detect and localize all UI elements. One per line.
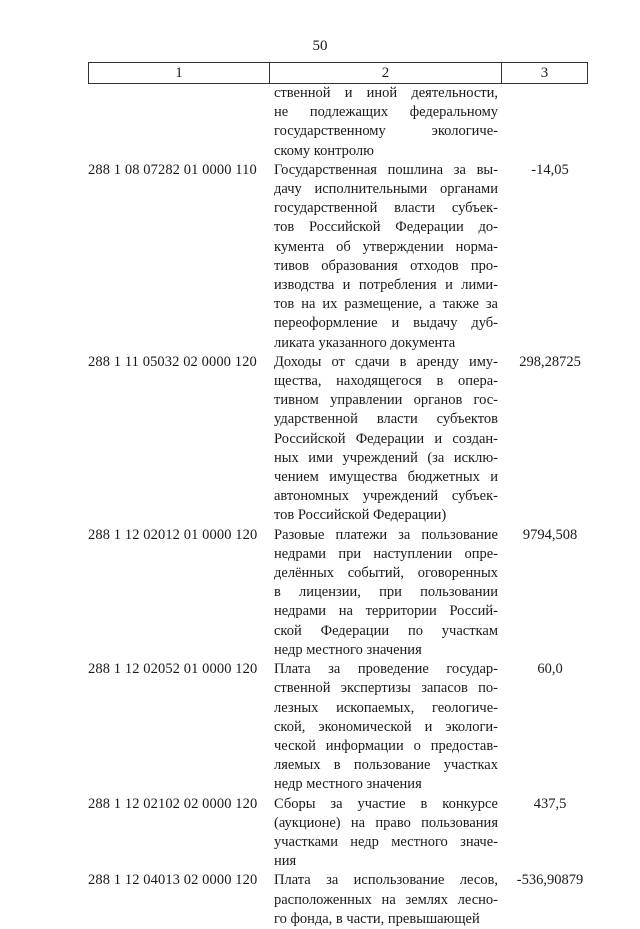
amount: 9794,508 — [522, 526, 578, 543]
header-column-3: 3 — [540, 65, 549, 81]
description-line: Разовые платежи за пользование — [274, 526, 498, 543]
description-line: участками недр местного значе- — [274, 833, 498, 850]
description-line: ской Федерации по участкам — [274, 622, 498, 639]
revenue-description — [274, 161, 498, 353]
description-line: (аукционе) на право пользования — [274, 814, 498, 831]
description-line: в лицензии, при пользовании — [274, 584, 498, 601]
description-line: недрами на территории Россий- — [274, 603, 498, 620]
revenue-description — [274, 795, 498, 872]
description-line: ственной и иной деятельности, — [274, 85, 498, 101]
description-line: ляемых в пользование участках — [274, 757, 498, 774]
description-line: тов Российской Федерации) — [274, 507, 447, 524]
table-body — [88, 84, 598, 929]
description-line: ударственной власти субъектов — [274, 411, 498, 428]
amount: -14,05 — [531, 161, 569, 178]
table-row — [88, 526, 598, 660]
description-line: щества, находящегося в опера- — [274, 373, 498, 390]
description-line: государственной власти субъек- — [274, 200, 498, 217]
description-line: автономных учреждений субъек- — [274, 488, 498, 505]
page-number: 50 — [312, 38, 328, 54]
amount: 298,28725 — [519, 353, 581, 370]
description-line: лезных ископаемых, геологиче- — [274, 699, 498, 716]
description-line: Плата за использование лесов, — [274, 872, 498, 889]
description-line: скому контролю — [274, 142, 374, 159]
description-line: тивном управлении органов гос- — [274, 392, 498, 409]
budget-code: 288 1 11 05032 02 0000 120 — [88, 353, 257, 370]
description-line: дачу исполнительными органами — [274, 181, 498, 198]
description-line: Плата за проведение государ- — [274, 661, 498, 678]
amount: -536,90879 — [516, 872, 584, 889]
description-line: Сборы за участие в конкурсе — [274, 795, 498, 812]
description-line: недр местного значения — [274, 776, 422, 793]
description-line: тивов образования отходов про- — [274, 257, 498, 274]
header-column-1: 1 — [89, 63, 270, 83]
description-line: Российской Федерации и создан- — [274, 430, 498, 447]
description-line: Доходы от сдачи в аренду иму- — [274, 353, 498, 370]
description-line: Государственная пошлина за вы- — [274, 161, 498, 178]
table-row — [88, 84, 598, 161]
description-line: государственному экологиче- — [274, 123, 498, 140]
description-line: кумента об утверждении норма- — [274, 238, 498, 255]
description-line: ния — [274, 853, 297, 870]
revenue-description — [274, 353, 498, 526]
description-line: переоформление и выдачу дуб- — [274, 315, 498, 332]
revenue-description — [274, 84, 498, 161]
description-line: тов на их размещение, а также за — [274, 296, 498, 313]
description-line: ческой информации о предостав- — [274, 737, 498, 754]
revenue-description — [274, 526, 498, 660]
description-line: ственной экспертизы запасов по- — [274, 680, 498, 697]
description-line: расположенных на землях лесно- — [274, 891, 498, 908]
description-line: недрами при наступлении опре- — [274, 545, 498, 562]
description-line: ликата указанного документа — [274, 334, 456, 351]
table-row — [88, 660, 598, 794]
table-row — [88, 871, 598, 929]
header-column-2: 2 — [270, 63, 502, 83]
description-line: тов Российской Федерации до- — [274, 219, 498, 236]
description-line: изводства и потребления и лими- — [274, 277, 498, 294]
description-line: ской, экономической и экологи- — [274, 718, 498, 735]
budget-code: 288 1 12 02012 01 0000 120 — [88, 526, 258, 543]
revenue-description — [274, 660, 498, 794]
table-row — [88, 353, 598, 526]
revenue-description — [274, 871, 498, 929]
budget-code: 288 1 12 02052 01 0000 120 — [88, 661, 258, 678]
description-line: ных ими учреждений (за исклю- — [274, 449, 498, 466]
table-header — [88, 62, 588, 84]
description-line: недр местного значения — [274, 641, 422, 658]
description-line: делённых событий, оговоренных — [274, 565, 498, 582]
amount: 60,0 — [537, 661, 563, 678]
description-line: не подлежащих федеральному — [274, 104, 498, 121]
budget-code: 288 1 12 04013 02 0000 120 — [88, 872, 258, 889]
budget-code: 288 1 08 07282 01 0000 110 — [88, 161, 257, 178]
budget-code: 288 1 12 02102 02 0000 120 — [88, 795, 258, 812]
table-row — [88, 161, 598, 353]
description-line: го фонда, в части, превышающей — [274, 910, 480, 927]
description-line: чением имущества бюджетных и — [274, 469, 498, 486]
amount: 437,5 — [533, 795, 567, 812]
table-row — [88, 795, 598, 872]
